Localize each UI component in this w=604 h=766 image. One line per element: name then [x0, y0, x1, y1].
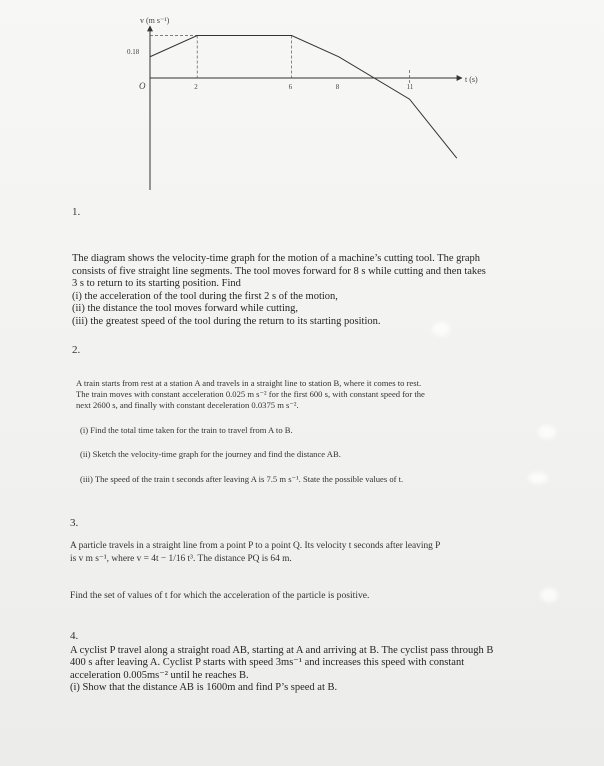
q3-number: 3.: [70, 517, 79, 529]
q4-number: 4.: [70, 630, 79, 642]
q1-line: (ii) the distance the tool moves forward while cutting,: [72, 303, 298, 315]
origin-label: O: [139, 81, 146, 91]
q3-question: Find the set of values of t for which the acceleration of the particle is positive.: [70, 590, 370, 601]
glare-spot: [540, 588, 558, 602]
q4-line: 400 s after leaving A. Cyclist P starts with speed 3ms⁻¹ and increases this speed with constant: [70, 657, 465, 669]
velocity-time-graph: [110, 10, 480, 200]
q1-number: 1.: [72, 206, 81, 218]
y-axis-label: v (m s⁻¹): [140, 16, 170, 25]
q2-part-ii: (ii) Sketch the velocity-time graph for the journey and find the distance AB.: [80, 449, 341, 459]
q2-part-i: (i) Find the total time taken for the train to travel from A to B.: [80, 425, 293, 435]
glare-spot: [528, 472, 548, 484]
q4-line: acceleration 0.005ms⁻² until he reaches B.: [70, 669, 249, 681]
q3-text: [70, 540, 440, 565]
q2-line: The train moves with constant acceleration 0.025 m s⁻² for the first 600 s, with constant speed for the: [76, 389, 425, 399]
q4-line: A cyclist P travel along a straight road AB, starting at A and arriving at B. The cyclist pass through B: [70, 645, 494, 656]
x-axis-label: t (s): [465, 75, 478, 84]
q1-line: (i) the acceleration of the tool during the first 2 s of the motion,: [72, 290, 338, 302]
q2-line: next 2600 s, and finally with constant deceleration 0.0375 m s⁻².: [76, 400, 299, 410]
q1-line: 3 s to return to its starting position. Find: [72, 278, 241, 290]
q1-line: (iii) the greatest speed of the tool during the return to its starting position.: [72, 315, 381, 327]
q2-part-iii: (iii) The speed of the train t seconds after leaving A is 7.5 m s⁻¹. State the possible values of t.: [80, 474, 404, 484]
q2-text: [76, 378, 425, 411]
q2-line: A train starts from rest at a station A and travels in a straight line to station B, where it comes to rest.: [76, 378, 422, 388]
q4-text: [70, 645, 493, 695]
q1-text: [72, 253, 486, 329]
q3-line: is v m s⁻¹, where v = 4t − 1/16 t³. The distance PQ is 64 m.: [70, 553, 292, 564]
q4-line: (i) Show that the distance AB is 1600m and find P’s speed at B.: [70, 682, 338, 694]
glare-spot: [538, 425, 556, 439]
x-tick-label: 11: [406, 83, 414, 91]
q2-number: 2.: [72, 344, 81, 356]
q1-line: consists of five straight line segments. The tool moves forward for 8 s while cutting and then takes: [72, 265, 486, 277]
x-tick-label: 8: [335, 83, 340, 91]
x-tick-label: 2: [194, 83, 198, 91]
q1-line: The diagram shows the velocity-time graph for the motion of a machine’s cutting tool. The graph: [72, 253, 481, 264]
glare-spot: [432, 322, 450, 336]
velocity-line: [150, 36, 457, 159]
guide-lines: [150, 36, 410, 84]
q3-line: A particle travels in a straight line from a point P to a point Q. Its velocity t seconds after leaving P: [70, 541, 441, 551]
x-tick-label: 6: [288, 83, 293, 91]
x-tick-labels: [194, 83, 414, 91]
y-tick-label: 0.18: [127, 48, 140, 56]
